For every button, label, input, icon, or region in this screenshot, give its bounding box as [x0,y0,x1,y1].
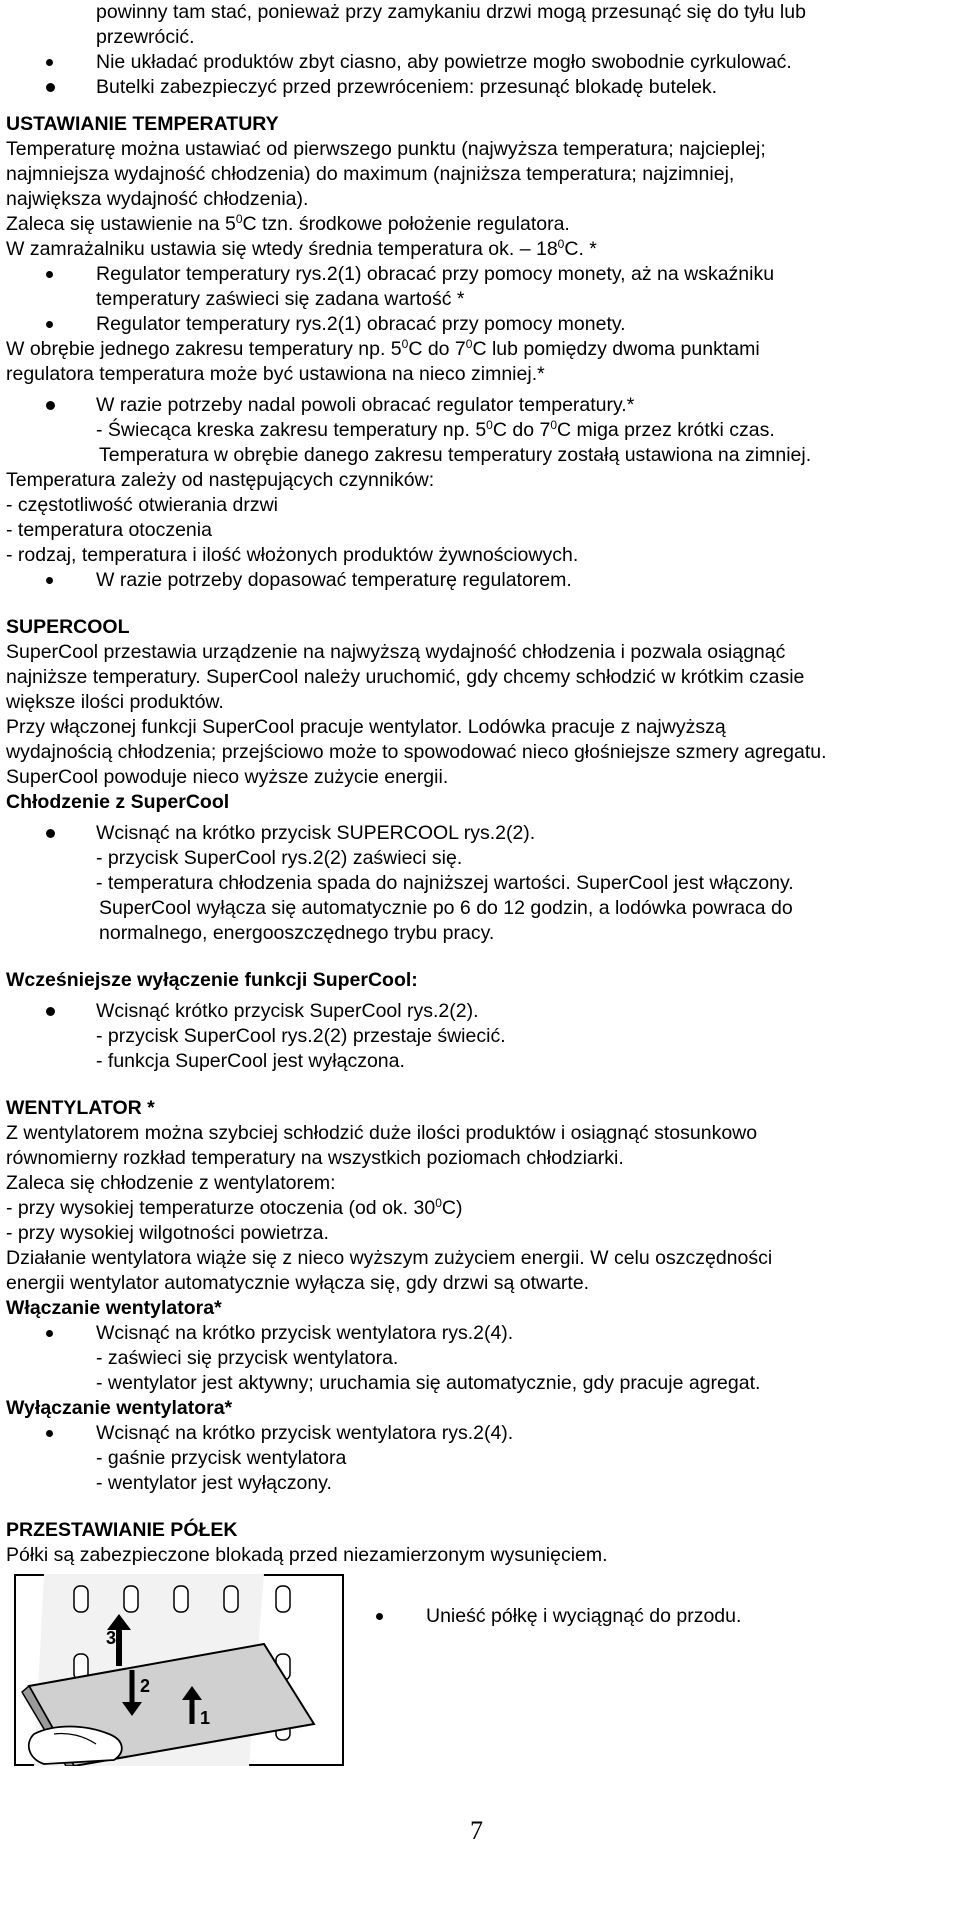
temperature-heading: USTAWIANIE TEMPERATURY [6,113,279,135]
fan-off-sub-2: - wentylator jest wyłączony. [96,1472,332,1494]
fan-para-2: równomierny rozkład temperatury na wszystkich poziomach chłodziarki. [6,1147,624,1169]
fan-hot-ambient: - przy wysokiej temperaturze otoczenia (od ok. $30^0C$) [6,1196,463,1219]
temperature-bullet-2: Regulator temperatury rys.2(1) obracać przy pomocy monety. [6,312,946,337]
document-page [6,0,946,1774]
figure-label-3: 3 [106,1628,117,1648]
fan-para-6: energii wentylator automatycznie wyłącza się, gdy drzwi są otwarte. [6,1272,590,1294]
supercool-on-sub-1: - przycisk SuperCool rys.2(2) zaświeci się. [96,847,463,869]
supercool-on-sub-3: SuperCool wyłącza się automatycznie po 6 do 12 godzin, a lodówka powraca do [99,897,793,919]
supercool-para-4: Przy włączonej funkcji SuperCool pracuje wentylator. Lodówka pracuje z najwyższą [6,716,726,738]
shelves-heading: PRZESTAWIANIE PÓŁEK [6,1519,238,1541]
temperature-factor-3: - rodzaj, temperatura i ilość włożonych produktów żywnościowych. [6,544,579,566]
fan-off-bullet: Wcisnąć na krótko przycisk wentylatora rys.2(4). [6,1421,946,1446]
shelf-figure-row [6,1574,946,1774]
fan-heading: WENTYLATOR * [6,1097,155,1119]
temperature-bullet-3-sub-1: - Świecąca kreska zakresu temperatury np. $5^0C$ do $7^0C$ miga przez krótki czas. [96,418,775,441]
fan-on-heading: Włączanie wentylatora* [6,1297,222,1319]
temperature-range-line-2: regulatora temperatura może być ustawiona na nieco zimniej.* [6,363,545,385]
temperature-factors-intro: Temperatura zależy od następujących czynników: [6,469,435,491]
fan-on-bullet: Wcisnąć na krótko przycisk wentylatora rys.2(4). [6,1321,946,1346]
supercool-off-sub-2: - funkcja SuperCool jest wyłączona. [96,1050,405,1072]
temperature-factor-1: - częstotliwość otwierania drzwi [6,494,279,516]
intro-bullet-2: Butelki zabezpieczyć przed przewróceniem: przesunąć blokadę butelek. [6,75,946,100]
intro-line-1: powinny tam stać, ponieważ przy zamykaniu drzwi mogą przesunąć się do tyłu lub [96,1,806,23]
shelves-bullet: Unieść półkę i wyciągnąć do przodu. [336,1604,741,1629]
supercool-para-3: większe ilości produktów. [6,691,224,713]
supercool-para-1: SuperCool przestawia urządzenie na najwyższą wydajność chłodzenia i pozwala osiągnąć [6,641,786,663]
page-number: 7 [470,1816,483,1845]
supercool-heading: SUPERCOOL [6,616,130,638]
fan-para-4: - przy wysokiej wilgotności powietrza. [6,1222,329,1244]
supercool-para-6: SuperCool powoduje nieco wyższe zużycie energii. [6,766,449,788]
supercool-on-sub-2: - temperatura chłodzenia spada do najniższej wartości. SuperCool jest włączony. [96,872,794,894]
supercool-on-sub-4: normalnego, energooszczędnego trybu pracy. [99,922,495,944]
temperature-range-line-1: W obrębie jednego zakresu temperatury np. $5^0C$ do $7^0C$ lub pomiędzy dwoma punktami [6,337,760,360]
fan-para-5: Działanie wentylatora wiąże się z nieco wyższym zużyciem energii. W celu oszczędności [6,1247,773,1269]
temperature-factor-2: - temperatura otoczenia [6,519,212,541]
fan-on-sub-1: - zaświeci się przycisk wentylatora. [96,1347,399,1369]
temperature-bullet-1: Regulator temperatury rys.2(1) obracać przy pomocy monety, aż na wskaźniku [6,262,946,287]
fan-off-sub-1: - gaśnie przycisk wentylatora [96,1447,347,1469]
fan-on-sub-2: - wentylator jest aktywny; uruchamia się automatycznie, gdy pracuje agregat. [96,1372,761,1394]
supercool-off-sub-1: - przycisk SuperCool rys.2(2) przestaje świecić. [96,1025,506,1047]
temperature-bullet-3-sub-2: Temperatura w obrębie danego zakresu temperatury zostałą ustawiona na zimniej. [99,444,812,466]
supercool-para-5: wydajnością chłodzenia; przejściowo może to spowodować nieco głośniejsze szmery agregatu. [6,741,827,763]
temperature-recommendation: Zaleca się ustawienie na $5^0C$ tzn. środkowe położenie regulatora. [6,212,570,235]
supercool-para-2: najniższe temperatury. SuperCool należy uruchomić, gdy chcemy schłodzić w krótkim czasie [6,666,805,688]
figure-label-1: 1 [200,1708,211,1728]
supercool-off-bullet: Wcisnąć krótko przycisk SuperCool rys.2(2). [6,999,946,1024]
temperature-para-3: największa wydajność chłodzenia). [6,188,309,210]
figure-label-2: 2 [140,1676,151,1696]
freezer-temperature: W zamrażalniku ustawia się wtedy średnia temperatura ok. – $18^0C$. * [6,237,597,260]
temperature-bullet-4: W razie potrzeby dopasować temperaturę regulatorem. [6,568,946,593]
intro-bullet-1: Nie układać produktów zbyt ciasno, aby powietrze mogło swobodnie cyrkulować. [6,50,946,75]
shelf-removal-illustration [14,1574,344,1766]
temperature-para-1: Temperaturę można ustawiać od pierwszego punktu (najwyższa temperatura; najcieplej; [6,138,766,160]
supercool-on-heading: Chłodzenie z SuperCool [6,791,230,813]
temperature-bullet-1-cont: temperatury zaświeci się zadana wartość * [96,288,465,310]
intro-line-2: przewrócić. [96,26,195,48]
fan-para-3: Zaleca się chłodzenie z wentylatorem: [6,1172,336,1194]
fan-para-1: Z wentylatorem można szybciej schłodzić duże ilości produktów i osiągnąć stosunkowo [6,1122,758,1144]
supercool-on-bullet: Wcisnąć na krótko przycisk SUPERCOOL rys.2(2). [6,821,946,846]
shelves-para: Półki są zabezpieczone blokadą przed niezamierzonym wysunięciem. [6,1544,608,1566]
temperature-para-2: najmniejsza wydajność chłodzenia) do maximum (najniższa temperatura; najzimniej, [6,163,735,185]
supercool-off-heading: Wcześniejsze wyłączenie funkcji SuperCool: [6,969,418,991]
temperature-bullet-3: W razie potrzeby nadal powoli obracać regulator temperatury.* [6,393,946,418]
fan-off-heading: Wyłączanie wentylatora* [6,1397,233,1419]
